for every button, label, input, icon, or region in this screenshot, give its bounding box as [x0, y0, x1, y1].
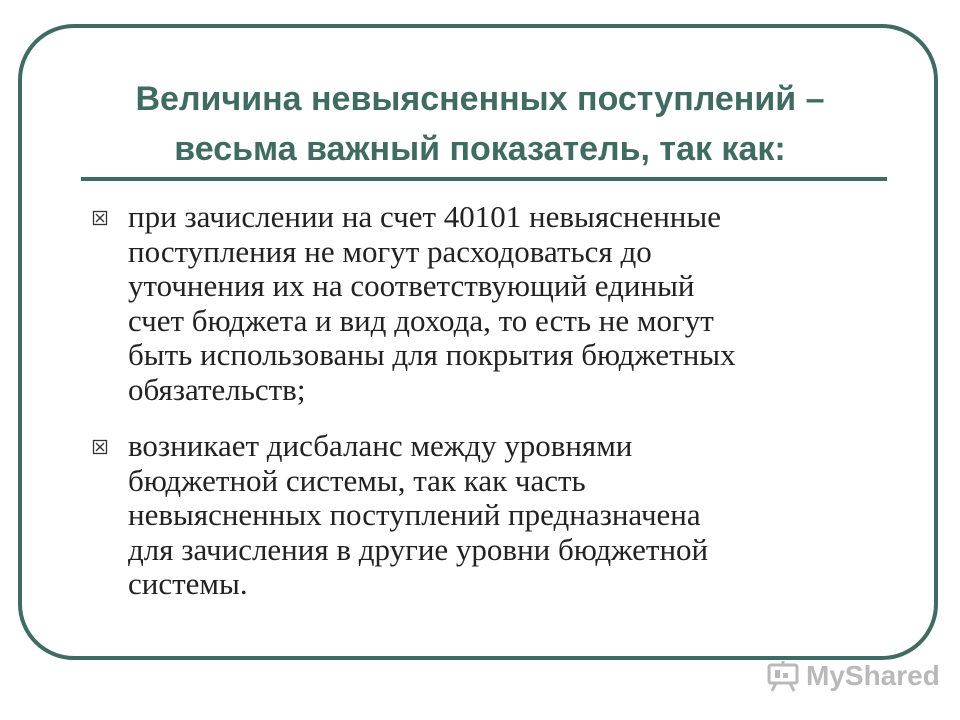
presentation-board-icon	[766, 660, 800, 692]
bullet-item	[90, 200, 880, 407]
slide-title	[60, 74, 900, 174]
bullet-line: счет бюджета и вид дохода, то есть не могут	[128, 302, 714, 338]
slide-title-line-2: весьма важный показатель, так как:	[174, 130, 786, 168]
bullet-text	[128, 429, 880, 602]
bullet-line: поступления не могут расходоваться до	[128, 233, 652, 269]
bullet-line: при зачислении на счет 40101 невыясненные	[128, 199, 721, 234]
watermark-text: MyShared	[806, 660, 940, 691]
watermark-logo	[766, 656, 940, 696]
title-divider	[81, 177, 887, 181]
box-x-icon	[92, 439, 108, 455]
bullet-line: бюджетной системы, так как часть	[128, 462, 586, 498]
box-x-icon	[92, 210, 108, 226]
bullet-line: уточнения их на соответствующий единый	[128, 268, 695, 303]
bullet-line: возникает дисбаланс между уровнями	[128, 428, 633, 463]
slide-title-line-1: Величина невыясненных поступлений –	[135, 80, 825, 118]
bullet-line: быть использованы для покрытия бюджетных	[128, 337, 736, 372]
bullet-list	[90, 200, 880, 624]
bullet-line: невыясненных поступлений предназначена	[128, 497, 701, 532]
bullet-item	[90, 429, 880, 602]
bullet-line: системы.	[128, 566, 248, 601]
bullet-line: обязательств;	[128, 371, 306, 407]
bullet-line: для зачисления в другие уровни бюджетной	[128, 531, 709, 567]
bullet-text	[128, 200, 880, 407]
